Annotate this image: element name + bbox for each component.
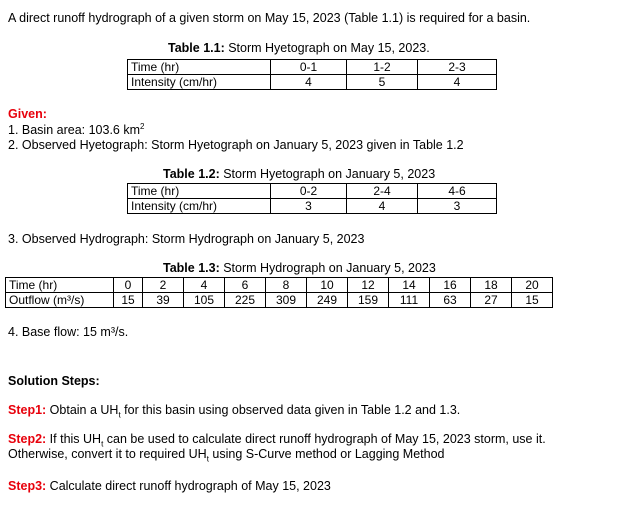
table1-intensity-cell: 5 xyxy=(347,75,418,90)
table3-time-cell: 20 xyxy=(512,278,553,293)
step1-text-b: for this basin using observed data given in Table 1.2 and 1.3. xyxy=(120,403,461,417)
given-item-basin-area xyxy=(8,122,144,137)
step2-line2-sub: t xyxy=(206,454,209,464)
table1-time-cell: 2-3 xyxy=(418,60,497,75)
solution-heading: Solution Steps: xyxy=(8,374,100,388)
table3-time-cell: 12 xyxy=(348,278,389,293)
table1 xyxy=(127,59,497,90)
step3-label: Step3: xyxy=(8,479,47,493)
table3-time-cell: 16 xyxy=(430,278,471,293)
step2-text-a: If this UH xyxy=(46,432,102,446)
basin-area-sup: 2 xyxy=(140,122,145,131)
table2-time-label: Time (hr) xyxy=(128,184,271,199)
table2 xyxy=(127,183,497,214)
basin-area-text: 1. Basin area: 103.6 km xyxy=(8,123,141,138)
table2-intensity-label: Intensity (cm/hr) xyxy=(128,199,271,214)
step1-text-a: Obtain a UH xyxy=(46,403,119,417)
table3-time-cell: 10 xyxy=(307,278,348,293)
table3-outflow-cell: 39 xyxy=(143,293,184,308)
table3-outflow-cell: 15 xyxy=(512,293,553,308)
step2-line2 xyxy=(8,447,445,464)
step2-sub: t xyxy=(101,439,104,449)
step3 xyxy=(8,479,331,493)
step2-line2-a: Otherwise, convert it to required UH xyxy=(8,447,207,461)
table1-intensity-cell: 4 xyxy=(418,75,497,90)
table3-outflow-label: Outflow (m³/s) xyxy=(6,293,114,308)
table3-outflow-cell: 15 xyxy=(114,293,143,308)
table3-time-row xyxy=(6,278,553,293)
step2-line2-b: using S-Curve method or Lagging Method xyxy=(208,447,445,461)
step1-sub: t xyxy=(118,410,121,420)
table1-caption-text: Storm Hyetograph on May 15, 2023. xyxy=(224,41,430,55)
table3-caption-label: Table 1.3: xyxy=(163,261,220,275)
table2-time-cell: 4-6 xyxy=(418,184,497,199)
table2-time-cell: 2-4 xyxy=(347,184,418,199)
table3 xyxy=(5,277,553,308)
given-item-hydrograph: 3. Observed Hydrograph: Storm Hydrograph on January 5, 2023 xyxy=(8,232,365,246)
table2-caption xyxy=(163,167,435,181)
table3-caption-text: Storm Hydrograph on January 5, 2023 xyxy=(219,261,436,275)
table3-outflow-cell: 249 xyxy=(307,293,348,308)
given-item-hyetograph: 2. Observed Hyetograph: Storm Hyetograph on January 5, 2023 given in Table 1.2 xyxy=(8,138,464,152)
table3-outflow-cell: 309 xyxy=(266,293,307,308)
table3-outflow-row xyxy=(6,293,553,308)
table2-intensity-cell: 3 xyxy=(271,199,347,214)
table1-time-cell: 0-1 xyxy=(271,60,347,75)
table1-intensity-label: Intensity (cm/hr) xyxy=(128,75,271,90)
table1-time-row xyxy=(128,60,497,75)
table1-intensity-row xyxy=(128,75,497,90)
table1-caption xyxy=(168,41,430,55)
table1-time-label: Time (hr) xyxy=(128,60,271,75)
table2-intensity-cell: 3 xyxy=(418,199,497,214)
intro-text: A direct runoff hydrograph of a given storm on May 15, 2023 (Table 1.1) is required for a basin. xyxy=(8,11,531,25)
table3-time-cell: 2 xyxy=(143,278,184,293)
table2-caption-text: Storm Hyetograph on January 5, 2023 xyxy=(219,167,436,181)
step1-label: Step1: xyxy=(8,403,47,417)
table3-time-cell: 14 xyxy=(389,278,430,293)
table2-intensity-cell: 4 xyxy=(347,199,418,214)
table1-caption-label: Table 1.1: xyxy=(168,41,225,55)
given-heading: Given: xyxy=(8,107,47,121)
table3-time-cell: 8 xyxy=(266,278,307,293)
table3-time-label: Time (hr) xyxy=(6,278,114,293)
table3-outflow-cell: 159 xyxy=(348,293,389,308)
given-item-base-flow: 4. Base flow: 15 m³/s. xyxy=(8,325,129,339)
table3-time-cell: 0 xyxy=(114,278,143,293)
table2-caption-label: Table 1.2: xyxy=(163,167,220,181)
table2-intensity-row xyxy=(128,199,497,214)
table3-outflow-cell: 63 xyxy=(430,293,471,308)
table3-outflow-cell: 27 xyxy=(471,293,512,308)
table2-time-cell: 0-2 xyxy=(271,184,347,199)
step2-label: Step2: xyxy=(8,432,47,446)
table1-time-cell: 1-2 xyxy=(347,60,418,75)
table3-outflow-cell: 105 xyxy=(184,293,225,308)
step2-text-b: can be used to calculate direct runoff hydrograph of May 15, 2023 storm, use it. xyxy=(103,432,546,446)
table3-time-cell: 18 xyxy=(471,278,512,293)
table3-outflow-cell: 225 xyxy=(225,293,266,308)
table2-time-row xyxy=(128,184,497,199)
step1 xyxy=(8,403,460,420)
table3-time-cell: 4 xyxy=(184,278,225,293)
table3-outflow-cell: 111 xyxy=(389,293,430,308)
table3-caption xyxy=(163,261,436,275)
table1-intensity-cell: 4 xyxy=(271,75,347,90)
step3-text: Calculate direct runoff hydrograph of May 15, 2023 xyxy=(46,479,331,493)
table3-time-cell: 6 xyxy=(225,278,266,293)
